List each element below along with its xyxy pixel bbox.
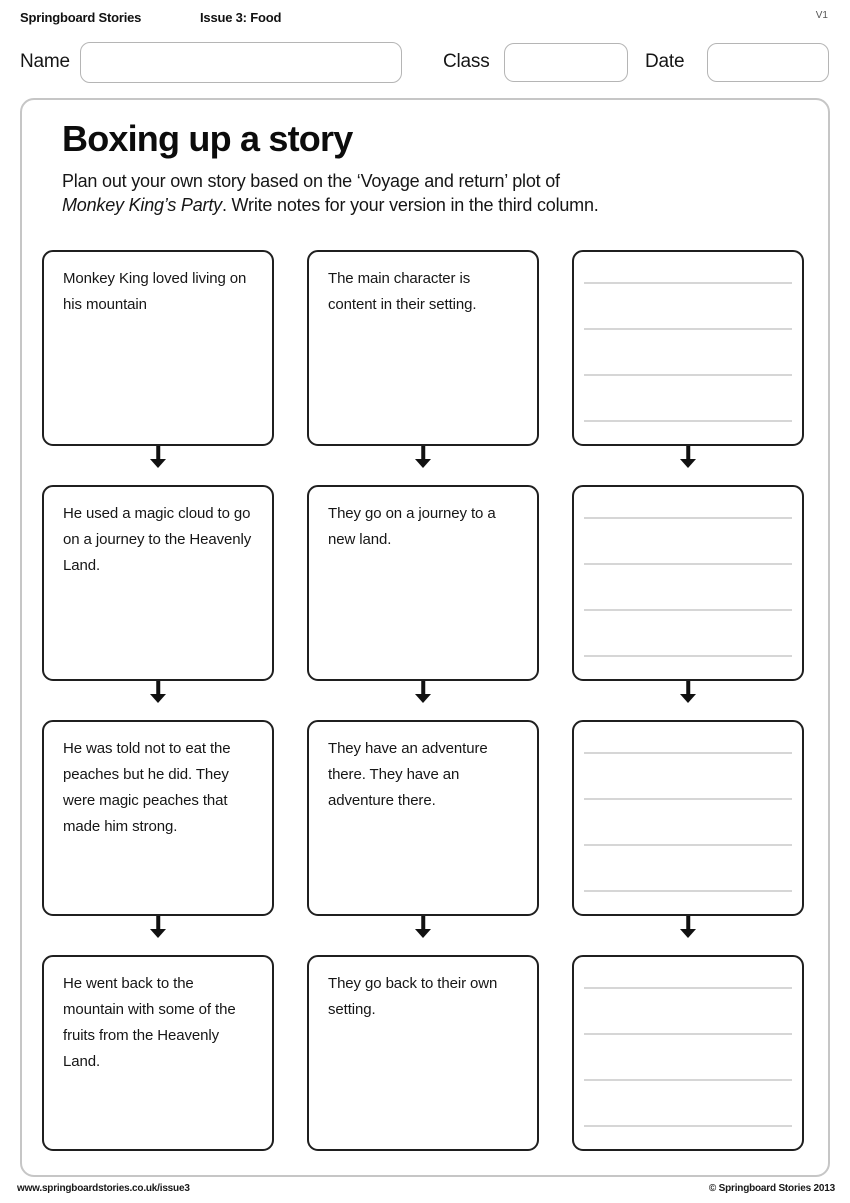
cell-notes-2 [572,485,804,681]
story-box-1 [42,250,274,446]
brand-label: Springboard Stories [20,10,142,25]
writing-line [584,752,792,754]
down-arrow-icon [149,916,167,939]
cell-plot-1 [307,250,539,446]
down-arrow-icon [414,916,432,939]
story-text-4: He went back to the mountain with some of the fruits from the Heavenly Land. [63,975,236,1070]
grid-row-1 [42,250,828,446]
plot-box-2 [307,485,539,681]
cell-notes-4 [572,955,804,1151]
instructions-line1: Plan out your own story based on the ‘Voyage and return’ plot of [62,171,560,191]
plot-box-1 [307,250,539,446]
cell-plot-4 [307,955,539,1151]
page-footer [17,1183,835,1194]
writing-line [584,420,792,422]
down-arrow-icon [414,446,432,469]
writing-line [584,517,792,519]
grid-row-2 [42,485,828,681]
plot-text-2: They go on a journey to a new land. [328,505,496,548]
story-text-2: He used a magic cloud to go on a journey to the Heavenly Land. [63,505,252,574]
plot-text-3: They have an adventure there. They have an adventure there. [328,740,488,809]
notes-box-2[interactable] [572,485,804,681]
class-label: Class [443,51,490,72]
writing-line [584,563,792,565]
writing-line [584,1125,792,1127]
down-arrow-icon [149,446,167,469]
page-title: Boxing up a story [62,118,353,159]
plot-text-1: The main character is content in their setting. [328,270,477,313]
writing-line [584,890,792,892]
down-arrow-icon [679,446,697,469]
cell-plot-3 [307,720,539,916]
story-grid [42,250,828,1151]
writing-line [584,798,792,800]
down-arrow-icon [149,681,167,704]
plot-text-4: They go back to their own setting. [328,975,498,1018]
story-box-2 [42,485,274,681]
story-box-3 [42,720,274,916]
story-text-3: He was told not to eat the peaches but he did. They were magic peaches that made him strong. [63,740,231,835]
down-arrow-icon [679,916,697,939]
story-box-4 [42,955,274,1151]
cell-plot-2 [307,485,539,681]
notes-box-3[interactable] [572,720,804,916]
cell-story-1 [42,250,274,446]
version-label: V1 [815,10,828,21]
instructions-book-title: Monkey King’s Party [62,195,222,215]
name-input[interactable] [80,42,402,83]
writing-line [584,328,792,330]
cell-story-3 [42,720,274,916]
worksheet-card [20,98,830,1177]
date-input[interactable] [707,43,829,82]
date-label: Date [645,51,685,72]
plot-box-4 [307,955,539,1151]
cell-story-2 [42,485,274,681]
student-info-row [0,42,850,84]
name-label: Name [20,51,70,72]
writing-line [584,987,792,989]
footer-url: www.springboardstories.co.uk/issue3 [17,1183,190,1194]
cell-notes-1 [572,250,804,446]
story-text-1: Monkey King loved living on his mountain [63,270,247,313]
grid-row-3 [42,720,828,916]
issue-label: Issue 3: Food [200,10,282,25]
writing-line [584,374,792,376]
writing-line [584,1033,792,1035]
writing-line [584,609,792,611]
notes-box-1[interactable] [572,250,804,446]
down-arrow-icon [679,681,697,704]
instructions-text [62,169,828,217]
cell-story-4 [42,955,274,1151]
writing-line [584,844,792,846]
footer-copyright: © Springboard Stories 2013 [708,1183,835,1194]
writing-line [584,655,792,657]
class-input[interactable] [504,43,628,82]
notes-box-4[interactable] [572,955,804,1151]
grid-row-4 [42,955,828,1151]
instructions-line2: . Write notes for your version in the third column. [221,195,599,215]
writing-line [584,1079,792,1081]
writing-line [584,282,792,284]
down-arrow-icon [414,681,432,704]
plot-box-3 [307,720,539,916]
cell-notes-3 [572,720,804,916]
top-strap [0,10,850,34]
